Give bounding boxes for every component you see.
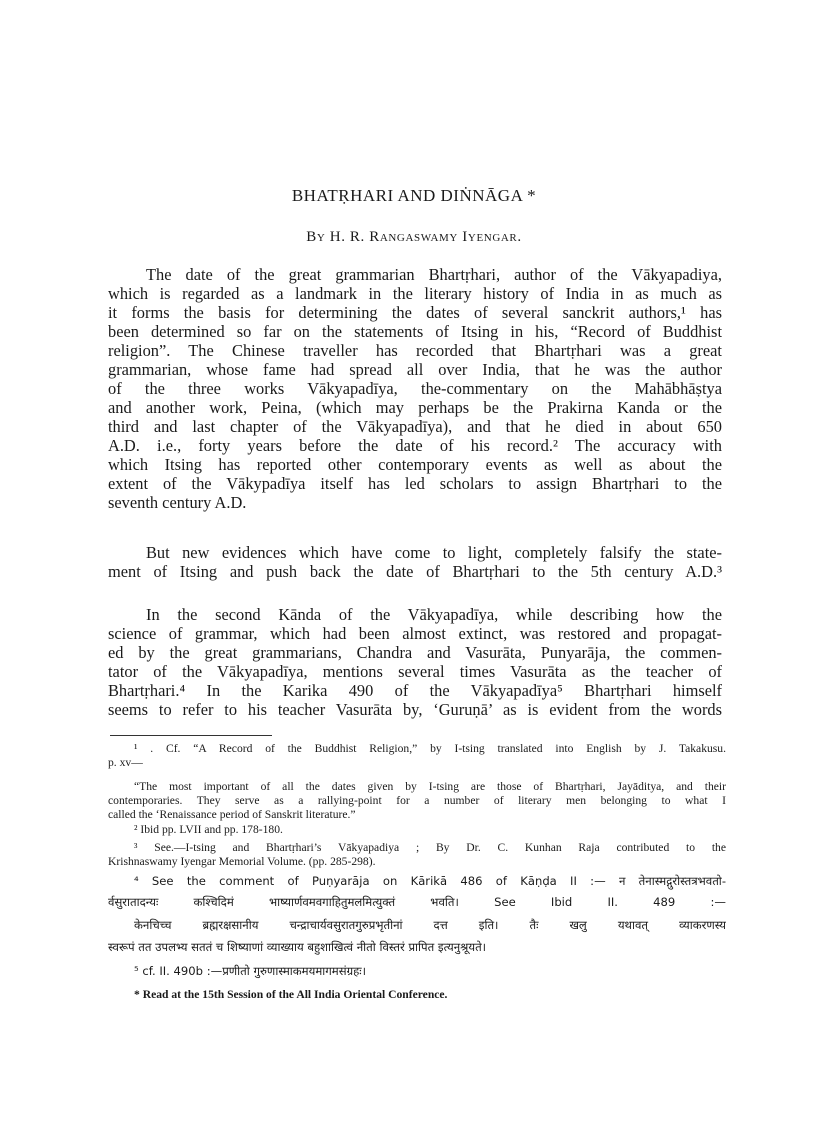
footnote-line: ³ See.—I-tsing and Bhartṛhari’s Vākyapadiya ; By Dr. C. Kunhan Raja contributed to the [134,841,726,854]
footnote-star [108,988,726,1002]
footnote-1-quote [108,780,726,822]
footnote-line: ⁵ cf. II. 490b :—प्रणीतो गुरुणास्माकमयमागमसंग्रहः। [134,964,366,978]
footnote-5 [108,962,726,980]
text-line: third and last chapter of the Vākyapadīya), and that he died in about 650 [108,417,722,436]
text-line: Bhartṛhari.⁴ In the Karika 490 of the Vākyapadīya⁵ Bhartṛhari himself [108,681,722,700]
footnote-3 [108,841,726,869]
text-line: seventh century A.D. [108,493,247,512]
paper-title: BHATṚHARI AND DIṄNĀGA * [291,186,537,205]
footnote-line: called the ‘Renaissance period of Sanskrit literature.” [108,808,356,821]
text-line: ment of Itsing and push back the date of Bhartṛhari to the 5th century A.D.³ [108,562,722,581]
footnote-line: ² Ibid pp. LVII and pp. 178-180. [134,823,283,836]
text-line: been determined so far on the statements of Itsing in his, “Record of Buddhist [108,322,722,341]
footnote-line: ⁴ See the comment of Puṇyarāja on Kārikā 486 of Kāṇḍa II :— न तेनास्मद्गुरोस्तत्रभवतो- [134,874,726,888]
footnote-1 [108,742,726,770]
text-line: and another work, Peina, (which may perhaps be the Prakirna Kanda or the [108,398,722,417]
footnote-line: contemporaries. They serve as a rallying-point for a number of literary men belonging to what I [108,794,726,807]
text-line: A.D. i.e., forty years before the date of his record.² The accuracy with [108,436,722,455]
paragraph-3 [108,605,722,719]
text-line: The date of the great grammarian Bhartṛhari, author of the Vākyapadiya, [146,265,722,284]
footnote-line: * Read at the 15th Session of the All India Oriental Conference. [134,988,448,1001]
footnote-4 [108,872,726,958]
footnote-line: स्वरूपं तत उपलभ्य सततं च शिष्याणां व्याख्याय बहुशाखित्वं नीतो विस्तरं प्रापित इत्यनुश्रूयते। [108,940,487,954]
text-line: religion”. The Chinese traveller has recorded that Bhartṛhari was a great [108,341,722,360]
text-line: tator of the Vākyapadīya, mentions several times Vasurāta as the teacher of [108,662,722,681]
text-line: grammarian, whose fame had spread all over India, that he was the author [108,360,722,379]
text-line: which Itsing has reported other contemporary events as well as about the [108,455,722,474]
footnote-line: र्वसुरातादन्यः कश्चिदिमं भाष्यार्णवमवगाहितुमलमित्युक्तं भवति। See Ibid II. 489 :— [108,895,726,909]
text-line: ed by the great grammarians, Chandra and Vasurāta, Punyarāja, the commen- [108,643,722,662]
text-line: which is regarded as a landmark in the literary history of India in as much as [108,284,722,303]
text-line: But new evidences which have come to light, completely falsify the state- [146,543,722,562]
footnote-2 [108,823,726,837]
paragraph-1 [108,265,722,512]
footnote-line: केनचिच्च ब्रह्मरक्षसानीय चन्द्राचार्यवसुरातगुरुप्रभृतीनां दत्त इति। तैः खलु यथावत् व्याकरणस्य [134,918,726,932]
footnote-divider [110,735,272,736]
text-line: In the second Kānda of the Vākyapadīya, while describing how the [146,605,722,624]
text-line: it forms the basis for determining the dates of several sanckrit authors,¹ has [108,303,722,322]
footnote-line: “The most important of all the dates given by I-tsing are those of Bhartṛhari, Jayāditya, and their [134,780,726,793]
text-line: seems to refer to his teacher Vasurāta by, ‘Guruṇā’ as is evident from the words [108,700,722,719]
footnote-line: Krishnaswamy Iyengar Memorial Volume. (pp. 285-298). [108,855,376,868]
text-line: science of grammar, which had been almost extinct, was restored and propagat- [108,624,722,643]
footnote-line: ¹ . Cf. “A Record of the Buddhist Religion,” by I-tsing translated into English by J. Takakusu. [134,742,726,755]
text-line: extent of the Vākypadīya itself has led scholars to assign Bhartṛhari to the [108,474,722,493]
footnote-line: p. xv— [108,756,143,769]
text-line: of the three works Vākyapadīya, the-commentary on the Mahābhāṣtya [108,379,722,398]
author-line: By H. R. Rangaswamy Iyengar. [306,229,522,245]
paragraph-2 [108,543,722,581]
